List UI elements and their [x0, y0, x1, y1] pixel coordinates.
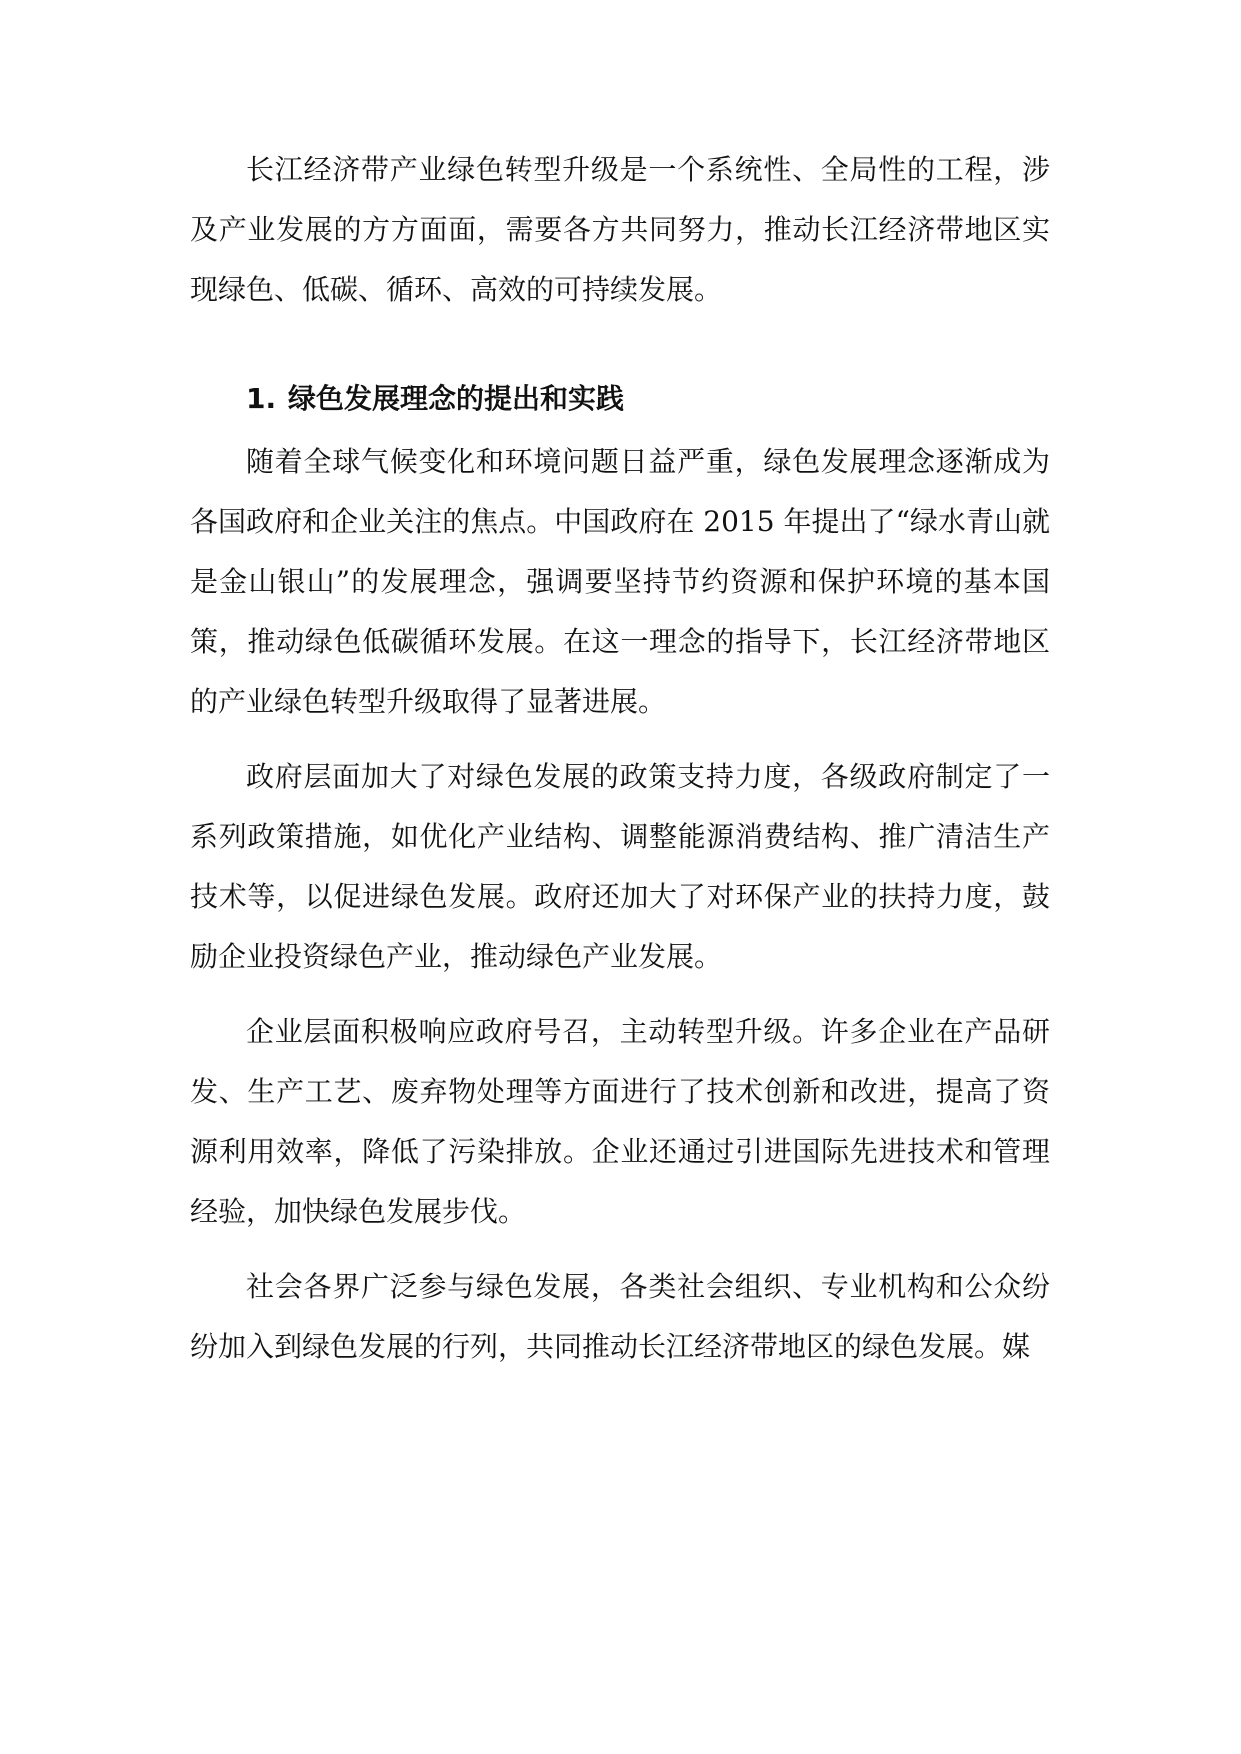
section-heading	[190, 369, 1050, 429]
body-paragraph: 社会各界广泛参与绿色发展，各类社会组织、专业机构和公众纷纷加入到绿色发展的行列，共同推动长江经济带地区的绿色发展。媒	[190, 1270, 1050, 1363]
section-title: 绿色发展理念的提出和实践	[288, 382, 625, 415]
body-paragraph: 随着全球气候变化和环境问题日益严重，绿色发展理念逐渐成为各国政府和企业关注的焦点。中国政府在 2015 年提出了“绿水青山就是金山银山”的发展理念，强调要坚持节约资源和保护环境的基本国策，推动绿色低碳循环发展。在这一理念的指导下，长江经济带地区的产业绿色转型升级取得了显著进展。	[190, 445, 1050, 718]
document-body	[190, 140, 1050, 1377]
body-paragraph: 企业层面积极响应政府号召，主动转型升级。许多企业在产品研发、生产工艺、废弃物处理等方面进行了技术创新和改进，提高了资源利用效率，降低了污染排放。企业还通过引进国际先进技术和管理经验，加快绿色发展步伐。	[190, 1015, 1050, 1228]
section-number: 1.	[246, 382, 277, 415]
intro-paragraph: 长江经济带产业绿色转型升级是一个系统性、全局性的工程，涉及产业发展的方方面面，需要各方共同努力，推动长江经济带地区实现绿色、低碳、循环、高效的可持续发展。	[190, 153, 1050, 306]
body-paragraph: 政府层面加大了对绿色发展的政策支持力度，各级政府制定了一系列政策措施，如优化产业结构、调整能源消费结构、推广清洁生产技术等，以促进绿色发展。政府还加大了对环保产业的扶持力度，鼓励企业投资绿色产业，推动绿色产业发展。	[190, 760, 1050, 973]
